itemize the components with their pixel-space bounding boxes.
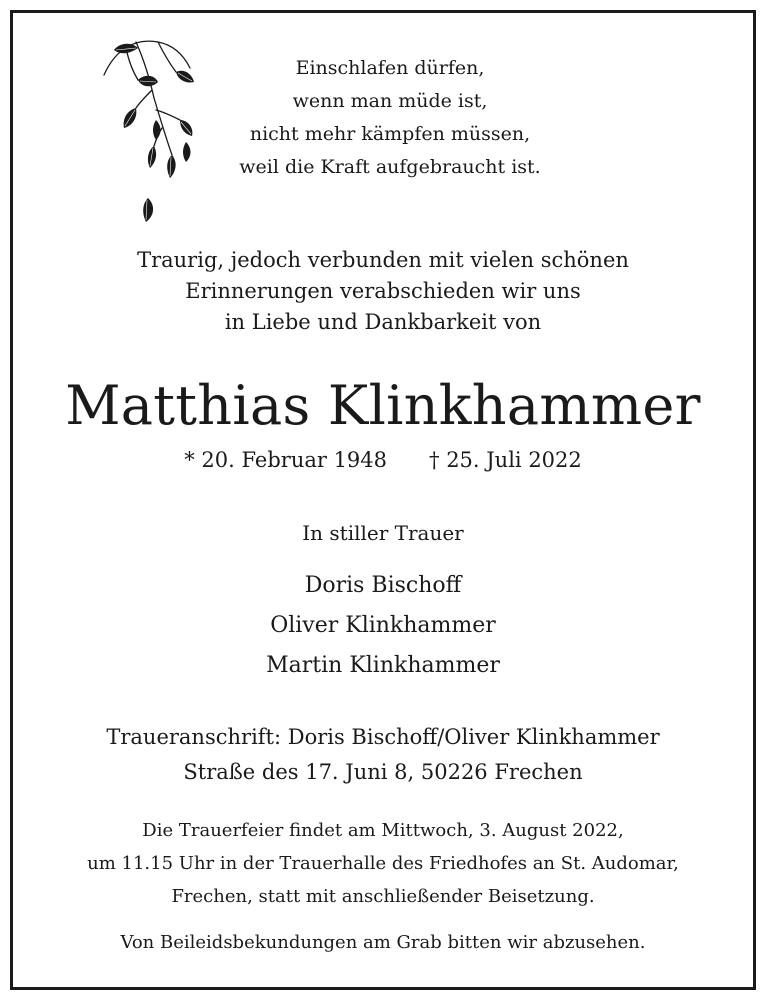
deceased-name: Matthias Klinkhammer xyxy=(65,374,701,437)
intro-line: in Liebe und Dankbarkeit von xyxy=(224,310,542,334)
poem-line: weil die Kraft aufgebraucht ist. xyxy=(239,156,541,178)
birth-date: * 20. Februar 1948 xyxy=(184,448,388,472)
mourner-list xyxy=(0,566,766,686)
life-dates xyxy=(0,445,766,475)
mourning-address xyxy=(0,720,766,790)
mourner-name: Martin Klinkhammer xyxy=(266,653,500,678)
address-line: Traueranschrift: Doris Bischoff/Oliver Klinkhammer xyxy=(106,725,660,749)
mourning-heading: In stiller Trauer xyxy=(302,521,464,545)
intro-line: Erinnerungen verabschieden wir uns xyxy=(185,279,581,303)
poem-line: nicht mehr kämpfen müssen, xyxy=(249,123,531,145)
ceremony-line: Die Trauerfeier findet am Mittwoch, 3. August 2022, xyxy=(142,820,624,841)
address-line: Straße des 17. Juni 8, 50226 Frechen xyxy=(183,760,583,784)
mourner-name: Oliver Klinkhammer xyxy=(270,613,496,638)
poem-line: wenn man müde ist, xyxy=(292,90,488,112)
ceremony-line: um 11.15 Uhr in der Trauerhalle des Friedhofes an St. Audomar, xyxy=(87,853,679,874)
ceremony-line: Frechen, statt mit anschließender Beisetzung. xyxy=(171,886,595,907)
intro-line: Traurig, jedoch verbunden mit vielen schönen xyxy=(137,248,629,272)
death-date: † 25. Juli 2022 xyxy=(429,448,582,472)
intro-text xyxy=(0,245,766,338)
mourner-name: Doris Bischoff xyxy=(304,573,462,598)
condolence-note: Von Beileidsbekundungen am Grab bitten wir abzusehen. xyxy=(120,932,646,953)
leaf-branch-icon xyxy=(96,30,206,230)
poem xyxy=(220,52,560,184)
poem-line: Einschlafen dürfen, xyxy=(295,57,485,79)
ceremony-info xyxy=(0,814,766,913)
